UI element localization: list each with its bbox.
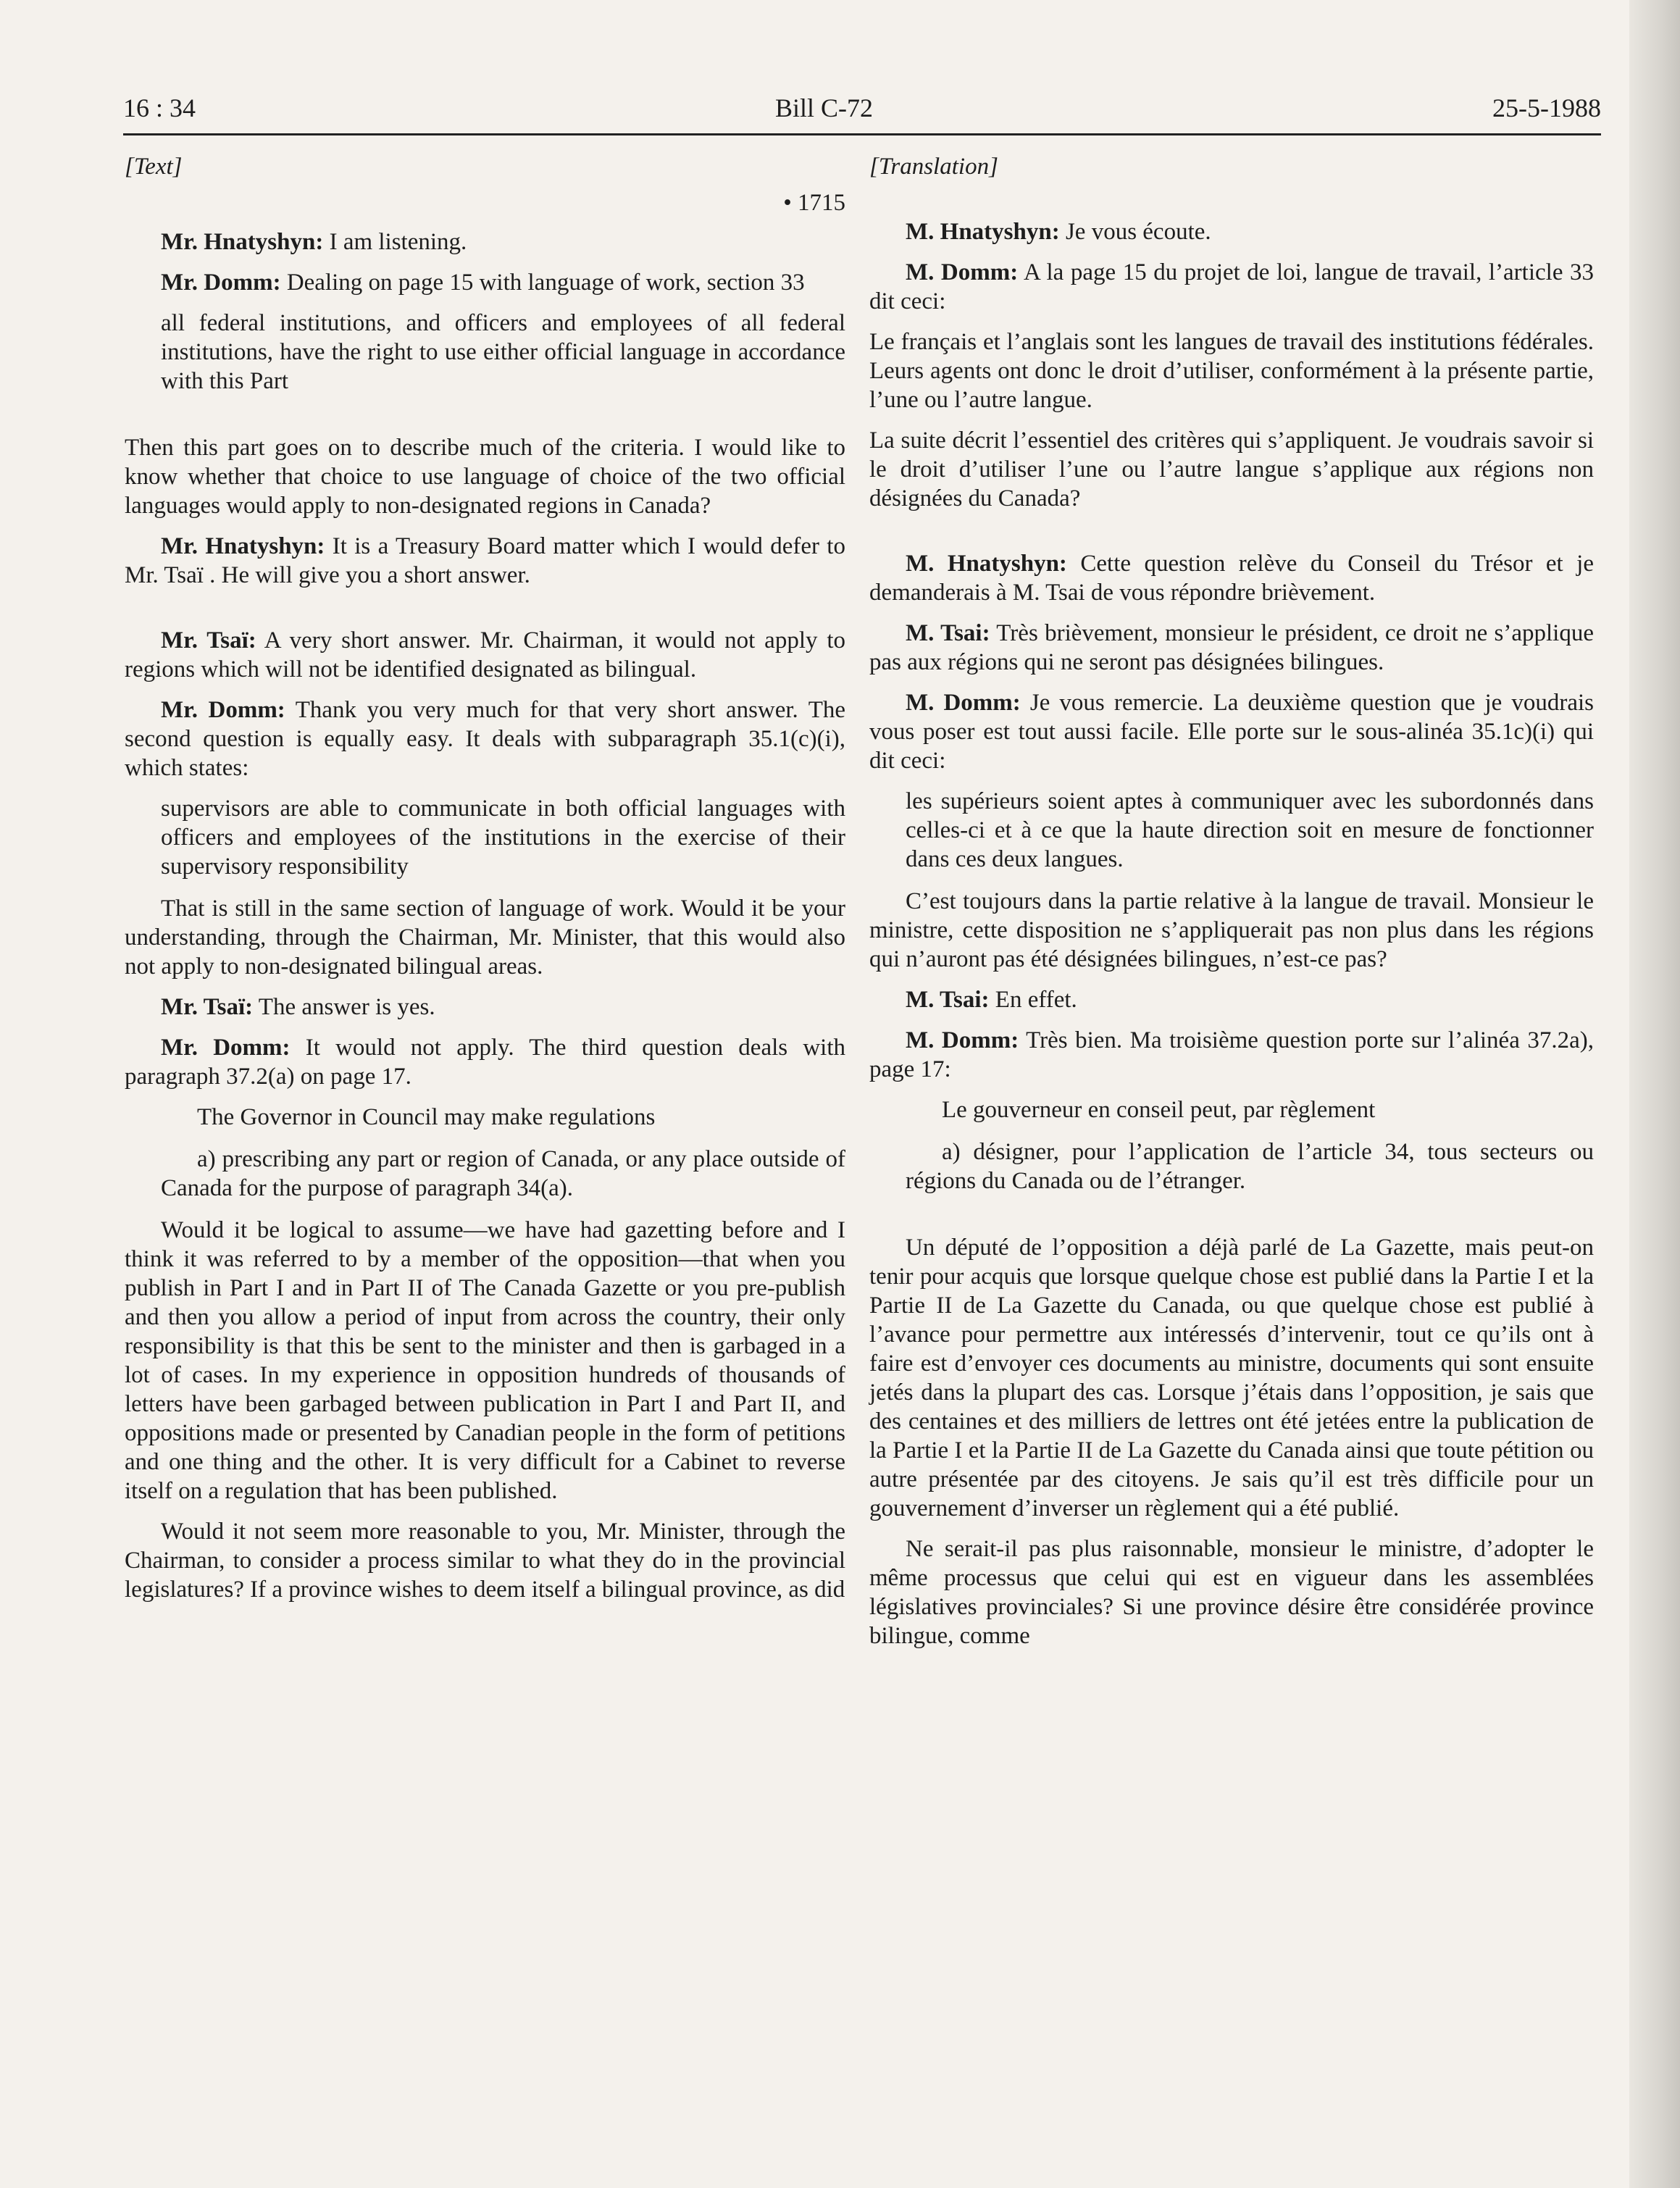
speech: Dealing on page 15 with language of work, section 33 (280, 270, 805, 296)
quotation: Le gouverneur en conseil peut, par règlement (942, 1097, 1376, 1123)
speech: A very short answer. Mr. Chairman, it would not apply to regions which will not be identified designated as bilingual. (125, 627, 846, 682)
paragraph: That is still in the same section of language of work. Would it be your understanding, through the Chairman, Mr. Minister, that this would also not apply to non-designated bilingual areas. (125, 895, 845, 980)
english-column (125, 152, 845, 1616)
quotation: les supérieurs soient aptes à communiquer avec les subordonnés dans celles-ci et à ce que la haute direction soit en mesure de fonctionner dans ces deux langues. (906, 788, 1594, 872)
paragraph: C’est toujours dans la partie relative à la langue de travail. Monsieur le ministre, cette disposition ne s’appliquerait pas non plus dans les régions qui n’auront pas été désignées bilingues, n’est-ce pas? (869, 888, 1594, 972)
speaker: Mr. Hnatyshyn: (161, 533, 325, 559)
time-stamp: • 1715 (783, 190, 845, 216)
speaker: M. Hnatyshyn: (906, 219, 1060, 245)
speech: I am listening. (323, 229, 467, 255)
paragraph (869, 985, 1594, 1014)
french-column (869, 152, 1594, 1662)
spacer (869, 1208, 1594, 1233)
speech: Je vous remercie. La deuxième question que je voudrais vous poser est tout aussi facile. Elle porte sur le sous-alinéa 35.1c)(i) qui dit ceci: (869, 690, 1594, 774)
paragraph: Ne serait-il pas plus raisonnable, monsieur le ministre, d’adopter le même processus que celui qui est en vigueur dans les assemblées législatives provinciales? Si une province désire être considérée province bilingue, comme (869, 1536, 1594, 1649)
paragraph (125, 227, 845, 256)
paragraph (869, 688, 1594, 775)
paragraph (125, 532, 845, 590)
speech: It is a Treasury Board matter which I would defer to Mr. Tsaï . He will give you a short answer. (125, 533, 845, 588)
quotation: Le français et l’anglais sont les langues de travail des institutions fédérales. Leurs agents ont donc le droit d’utiliser, conformément à la présente partie, l’une ou l’autre langue. (869, 329, 1594, 413)
paragraph (125, 993, 845, 1022)
paragraph: La suite décrit l’essentiel des critères qui s’appliquent. Je voudrais savoir si le droit d’utiliser l’une ou l’autre langue s’applique aux régions non désignées du Canada? (869, 427, 1594, 511)
speech: It would not apply. The third question deals with paragraph 37.2(a) on page 17. (125, 1035, 845, 1090)
page-date: 25-5-1988 (1492, 93, 1601, 122)
speaker: M. Tsai: (906, 620, 990, 646)
paragraph (869, 619, 1594, 677)
spacer (125, 601, 845, 626)
paragraph (125, 696, 845, 782)
speech: A la page 15 du projet de loi, langue de travail, l’article 33 dit ceci: (869, 259, 1595, 314)
speaker: Mr. Hnatyshyn: (161, 229, 324, 255)
spacer (125, 409, 845, 433)
speaker: Mr. Tsaï: (161, 994, 254, 1020)
header-rule (123, 133, 1601, 135)
speaker: M. Hnatyshyn: (906, 551, 1067, 577)
paragraph (869, 549, 1594, 607)
paragraph (869, 217, 1594, 246)
paragraph (125, 626, 845, 684)
speech: Très bien. Ma troisième question porte sur l’alinéa 37.2a), page 17: (869, 1027, 1594, 1082)
speaker: Mr. Domm: (161, 1035, 291, 1061)
paragraph (869, 258, 1594, 316)
quotation: a) désigner, pour l’application de l’article 34, tous secteurs ou régions du Canada ou de l’étranger. (906, 1139, 1594, 1194)
quotation: The Governor in Council may make regulations (197, 1104, 656, 1130)
speech: Je vous écoute. (1059, 219, 1211, 245)
translation-tag: [Translation] (869, 154, 998, 180)
paragraph (125, 268, 845, 297)
bill-title: Bill C-72 (775, 93, 874, 122)
speaker: M. Tsai: (906, 987, 990, 1013)
paragraph: Un député de l’opposition a déjà parlé de La Gazette, mais peut-on tenir pour acquis que lorsque quelque chose est publié dans la Partie I et la Partie II de La Gazette du Canada, ou que quelque chose est publié à l’avance pour permettre aux intéressés d’intervenir, tout ce qu’ils ont à faire est d’envoyer ces documents au ministre, documents qui sont ensuite jetés dans la plupart des cas. Lorsque j’étais dans l’opposition, je sais que des centaines et des milliers de lettres ont été jetées entre la publication de la Partie I et la Partie II de La Gazette du Canada ainsi que toute pétition ou autre présentée par des citoyens. Je sais qu’il est très difficile pour un gouvernement d’inverser un règlement qui a été publié. (869, 1235, 1594, 1521)
paragraph (125, 1033, 845, 1091)
speech: En effet. (989, 987, 1077, 1013)
spacer (869, 525, 1594, 549)
speech: The answer is yes. (253, 994, 435, 1020)
page-number: 16 : 34 (123, 93, 196, 122)
speaker: Mr. Domm: (161, 697, 285, 723)
page-edge-shadow (1629, 0, 1680, 2188)
page-header (123, 93, 1601, 136)
spacer (869, 188, 1594, 217)
speech: Thank you very much for that very short answer. The second question is equally easy. It deals with subparagraph 35.1(c)(i), which states: (125, 697, 845, 781)
quotation: all federal institutions, and officers and employees of all federal institutions, have the right to use either official language in accordance with this Part (161, 310, 845, 394)
paragraph (869, 1026, 1594, 1084)
speaker: M. Domm: (906, 1027, 1019, 1053)
speech: Cette question relève du Conseil du Trésor et je demanderais à M. Tsai de vous répondre brièvement. (869, 551, 1595, 606)
quotation: a) prescribing any part or region of Canada, or any place outside of Canada for the purpose of paragraph 34(a). (161, 1146, 845, 1201)
speech: Très brièvement, monsieur le président, ce droit ne s’applique pas aux régions qui ne seront pas désignées bilingues. (869, 620, 1594, 675)
quotation: supervisors are able to communicate in both official languages with officers and employees of the institutions in the exercise of their supervisory responsibility (161, 796, 845, 880)
paragraph: Would it not seem more reasonable to you, Mr. Minister, through the Chairman, to consider a process similar to what they do in the provincial legislatures? If a province wishes to deem itself a bilingual province, as did (125, 1519, 845, 1603)
speaker: M. Domm: (906, 690, 1021, 716)
speaker: Mr. Tsaï: (161, 627, 256, 654)
paragraph: Would it be logical to assume—we have had gazetting before and I think it was referred to by a member of the opposition—that when you publish in Part I and in Part II of The Canada Gazette or you pre-publish and then you allow a period of input from across the country, their only responsibility is that this be sent to the minister and then is garbaged in a lot of cases. In my experience in opposition hundreds of thousands of letters have been garbaged between publication in Part I and Part II, and oppositions made or presented by Canadian people in the form of petitions and one thing and the other. It is very difficult for a Cabinet to reverse itself on a regulation that has been published. (125, 1217, 845, 1504)
text-tag: [Text] (125, 154, 183, 180)
paragraph: Then this part goes on to describe much of the criteria. I would like to know whether that choice to use language of choice of the two official languages would apply to non-designated regions in Canada? (125, 435, 845, 519)
speaker: Mr. Domm: (161, 270, 281, 296)
speaker: M. Domm: (906, 259, 1019, 285)
